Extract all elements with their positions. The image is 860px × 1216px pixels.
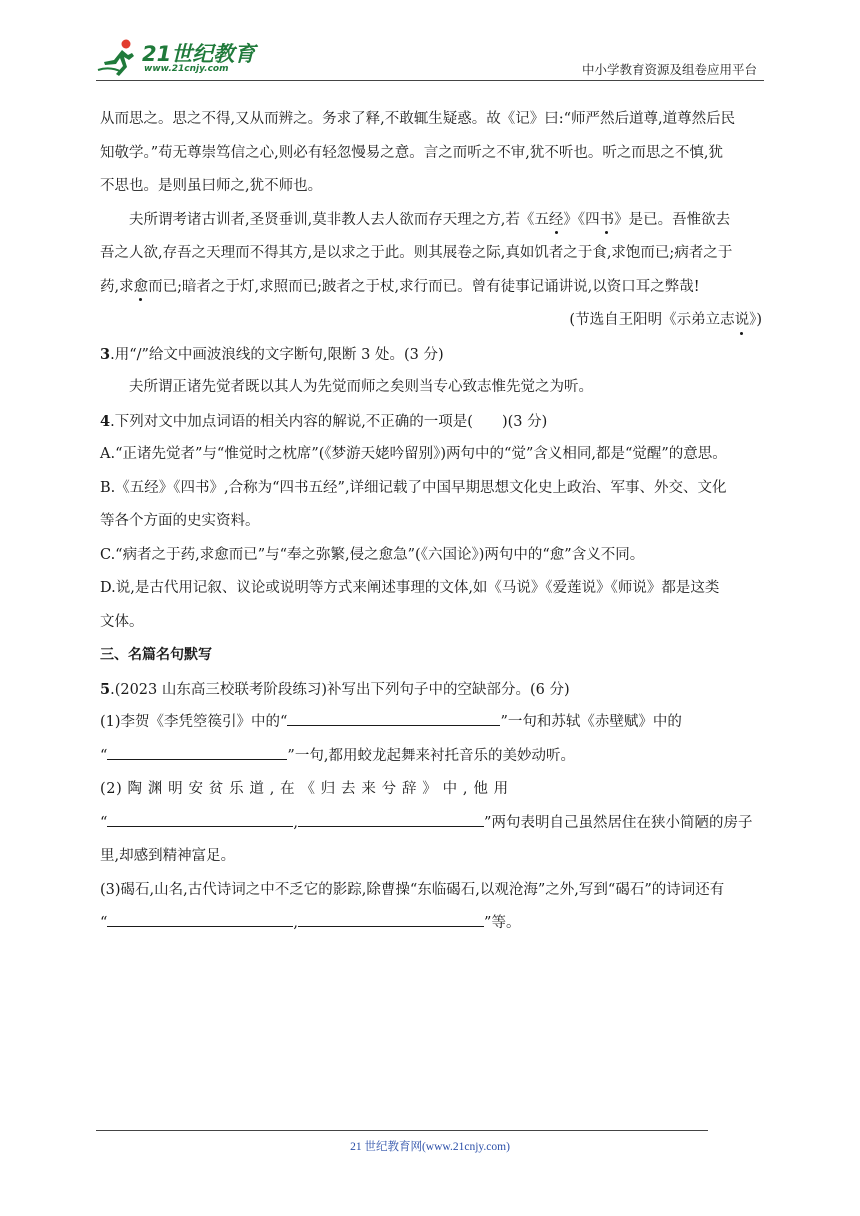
text-span: 》《四 xyxy=(563,211,600,228)
section-title: 三、名篇名句默写 xyxy=(100,647,212,663)
question-3-text: 夫所谓正诸先觉者既以其人为先觉而师之矣则当专心致志惟先觉之为听。 xyxy=(129,379,593,395)
q5-item-3: (3)碣石,山名,古代诗词之中不乏它的影踪,除曹操“东临碣石,以观沧海”之外,写到“碣石”的诗词还有 xyxy=(100,881,725,898)
option-b-cont: 等各个方面的史实资料。 xyxy=(100,513,260,529)
footer-link[interactable]: 21 世纪教育网(www.21cnjy.com) xyxy=(350,1141,510,1153)
passage-line: 不思也。是则虽曰师之,犹不师也。 xyxy=(100,178,323,194)
option-c: C.“病者之于药,求愈而已”与“奉之弥繁,侵之愈急”(《六国论》)两句中的“愈”含义不同。 xyxy=(100,546,645,563)
question-number: 5 xyxy=(100,680,111,698)
option-b: B.《五经》《四书》,合称为“四书五经”,详细记载了中国早期思想文化史上政治、军事、外交、文化 xyxy=(100,479,727,496)
dotted-word: 愈 xyxy=(134,271,149,305)
q5-item-1 xyxy=(100,706,762,740)
text-span: (1)李贺《李凭箜篌引》中的“ xyxy=(100,714,288,730)
text-span: , xyxy=(293,814,299,831)
dotted-word: 书 xyxy=(600,204,615,238)
footer-divider xyxy=(96,1130,708,1131)
q5-item-3-cont xyxy=(100,907,762,941)
text-span: .(2023 山东高三校联考阶段练习)补写出下列句子中的空缺部分。(6 分) xyxy=(110,681,570,698)
answer-blank[interactable] xyxy=(107,745,287,760)
option-a: A.“正诸先觉者”与“惟觉时之枕席”(《梦游天姥吟留别》)两句中的“觉”含义相同,都是“觉醒”的意思。 xyxy=(100,446,727,462)
text-span: “ xyxy=(100,814,108,831)
passage-line xyxy=(100,271,762,305)
question-5-stem xyxy=(100,673,762,707)
text-span: (节选自王阳明《示弟立志 xyxy=(569,312,735,328)
q5-item-2-end: 里,却感到精神富足。 xyxy=(100,848,236,864)
text-span: 药,求 xyxy=(100,278,134,295)
q5-item-1-cont xyxy=(100,740,762,774)
text-span: “ xyxy=(100,915,108,931)
dotted-word: 经 xyxy=(549,204,564,238)
question-number: 3 xyxy=(100,345,111,363)
option-d-cont: 文体。 xyxy=(100,613,144,630)
passage-line: 从而思之。思之不得,又从而辨之。务求了释,不敢辄生疑惑。故《记》曰:“师严然后道尊,道尊然后民 xyxy=(100,111,736,127)
passage-line: 知敬学。”苟无尊崇笃信之心,则必有轻忽慢易之意。言之而听之不审,犹不听也。听之而思之不慎,犹 xyxy=(100,144,723,161)
q5-item-2: (2) 陶 渊 明 安 贫 乐 道 , 在 《 归 去 来 兮 辞 》 中 , 他 用 xyxy=(100,781,509,797)
logo-text: 21世纪教育 xyxy=(142,42,256,66)
platform-title: 中小学教育资源及组卷应用平台 xyxy=(581,62,757,77)
text-span: ”两句表明自己虽然居住在狭小简陋的房子 xyxy=(484,814,753,831)
text-span: 而已;暗者之于灯,求照而已;跛者之于杖,求行而已。曾有徒事记诵讲说,以资口耳之弊哉! xyxy=(148,278,700,295)
text-span: .下列对文中加点词语的相关内容的解说,不正确的一项是( )(3 分) xyxy=(110,413,548,430)
site-logo[interactable] xyxy=(96,36,266,80)
runner-logo-icon xyxy=(96,38,140,78)
question-3-stem xyxy=(100,338,762,372)
answer-blank[interactable] xyxy=(298,912,484,927)
answer-blank[interactable] xyxy=(287,711,500,726)
text-span: 》是已。吾惟欲去 xyxy=(614,211,731,228)
document-body xyxy=(100,103,762,941)
question-number: 4 xyxy=(100,412,111,430)
text-span: .用“/”给文中画波浪线的文字断句,限断 3 处。(3 分) xyxy=(110,346,444,363)
option-d: D.说,是古代用记叙、议论或说明等方式来阐述事理的文体,如《马说》《爱莲说》《师说》都是这类 xyxy=(100,580,720,596)
question-4-stem xyxy=(100,405,762,439)
text-span: , xyxy=(293,915,299,931)
text-span: ”一句和苏轼《赤壁赋》中的 xyxy=(500,714,682,730)
text-span: ”等。 xyxy=(484,915,521,931)
text-span: 》) xyxy=(749,312,762,328)
dotted-word: 说 xyxy=(735,304,750,338)
answer-blank[interactable] xyxy=(107,912,293,927)
logo-url: www.21cnjy.com xyxy=(144,64,229,74)
answer-blank[interactable] xyxy=(298,812,484,827)
answer-blank[interactable] xyxy=(107,812,293,827)
passage-source xyxy=(100,304,762,338)
text-span: “ xyxy=(100,747,108,764)
passage-line: 吾之人欲,存吾之天理而不得其方,是以求之于此。则其展卷之际,真如饥者之于食,求饱而已;病者之于 xyxy=(100,245,733,261)
header-divider xyxy=(96,80,764,81)
q5-item-2-cont xyxy=(100,807,762,841)
passage-line xyxy=(100,204,762,238)
text-span: ”一句,都用蛟龙起舞来衬托音乐的美妙动听。 xyxy=(287,747,575,764)
text-span: 夫所谓考诸古训者,圣贤垂训,莫非教人去人欲而存天理之方,若《五 xyxy=(129,211,549,228)
